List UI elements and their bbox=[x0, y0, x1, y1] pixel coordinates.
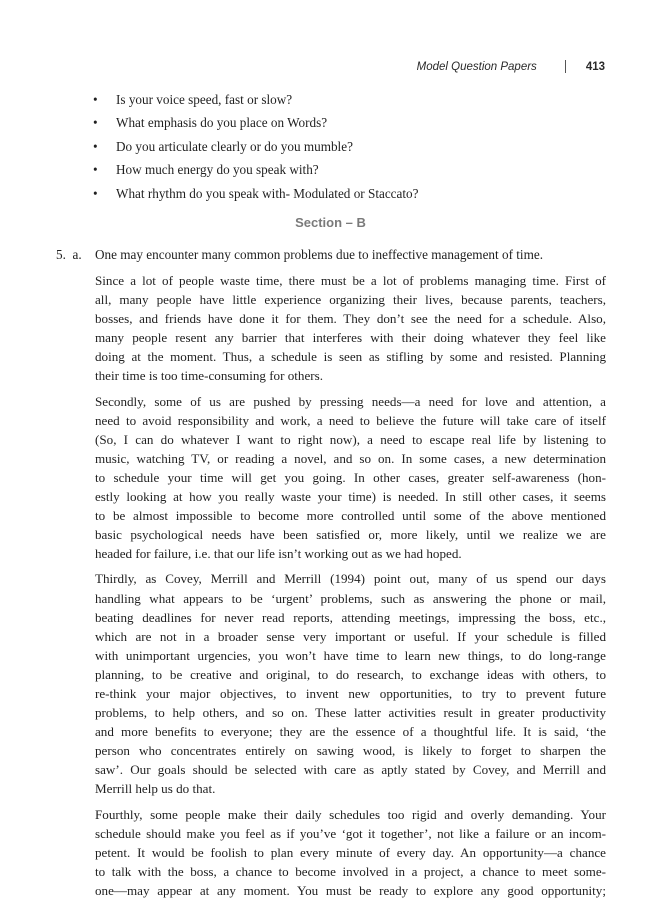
text-line: music, watching TV, or reading a novel, and so on. In some cases, a new determination bbox=[95, 450, 606, 466]
text-line: saw’. Our goals should be selected with care as aptly stated by Covey, and Merrill and bbox=[95, 762, 606, 778]
text-line: which are not in a broader sense very important or useful. If your schedule is filled bbox=[95, 628, 606, 644]
text-line: many people resent any barrier that interferes with their doing whatever they feel like bbox=[95, 330, 606, 346]
bullet-text: What emphasis do you place on Words? bbox=[116, 115, 328, 131]
bullet-icon: • bbox=[93, 162, 98, 178]
running-head-title: Model Question Papers bbox=[416, 60, 537, 73]
text-line: Since a lot of people waste time, there must be a lot of problems managing time. First of bbox=[95, 273, 606, 288]
text-line: their time is too time-consuming for others. bbox=[95, 368, 324, 384]
bullet-icon: • bbox=[93, 115, 98, 131]
list-item bbox=[91, 158, 611, 181]
text-line: one—may appear at any moment. You must be ready to explore any good opportunity; bbox=[95, 882, 606, 898]
question-number bbox=[56, 245, 82, 264]
text-line: re-think your major objectives, to invent new opportunities, to try to prevent future bbox=[95, 685, 606, 701]
text-line: to schedule your time will get you going. In other cases, greater self-awareness (hon- bbox=[95, 469, 606, 485]
text-line: and more benefits to everyone; they are the essence of a thoughtful life. It is said, ‘the bbox=[95, 724, 606, 740]
question-number-text: 5. bbox=[56, 247, 66, 262]
bullet-text: Is your voice speed, fast or slow? bbox=[116, 92, 293, 107]
paragraph-3 bbox=[95, 569, 606, 798]
text-line: to be almost impossible to become more controlled until some of the above mentioned bbox=[95, 508, 606, 524]
question-lead: One may encounter many common problems due to ineffective management of time. bbox=[95, 247, 543, 262]
running-head-separator bbox=[565, 60, 566, 73]
bullet-icon: • bbox=[93, 92, 98, 107]
page-number: 413 bbox=[585, 60, 605, 73]
text-line: Secondly, some of us are pushed by pressing needs—a need for love and attention, a bbox=[95, 393, 606, 409]
running-head bbox=[417, 60, 605, 73]
question-part: a. bbox=[72, 247, 82, 262]
text-line: person who concentrates entirely on sawing wood, is likely to forget to sharpen the bbox=[95, 743, 606, 759]
bullet-icon: • bbox=[93, 185, 98, 201]
text-line: headed for failure, i.e. that our life isn’t working out as we had hoped. bbox=[95, 546, 462, 562]
list-item bbox=[91, 182, 611, 205]
section-heading: Section – B bbox=[295, 215, 366, 230]
bullet-text: How much energy do you speak with? bbox=[116, 162, 319, 178]
paragraph-2 bbox=[95, 392, 606, 564]
text-line: planning, to be creative and original, to do research, to exchange ideas with others, to bbox=[95, 666, 606, 682]
list-item bbox=[91, 88, 611, 111]
text-line: doing at the moment. Thus, a schedule is seen as stifling by some and resisted. Planning bbox=[95, 349, 606, 365]
text-line: Thirdly, as Covey, Merrill and Merrill (1994) point out, many of us spend our days bbox=[95, 571, 606, 587]
text-line: with unimportant urgencies, you won’t have time to learn new things, to do long-range bbox=[95, 647, 606, 663]
paragraph-4 bbox=[95, 805, 606, 900]
bullet-text: Do you articulate clearly or do you mumble? bbox=[116, 138, 353, 154]
text-line: beating deadlines for never read reports, attending meetings, impressing the boss, etc., bbox=[95, 609, 606, 625]
text-line: all, many people have little experience organizing their lives, because parents, teachers, bbox=[95, 292, 606, 308]
text-line: Merrill help us do that. bbox=[95, 781, 216, 797]
text-line: need to avoid responsibility and work, a need to believe the future will take care of itself bbox=[95, 412, 606, 428]
paragraph-1 bbox=[95, 271, 606, 386]
text-line: estly looking at how you really waste your time) is needed. In still other cases, it seems bbox=[95, 489, 606, 505]
bullet-list bbox=[91, 88, 611, 205]
bullet-text: What rhythm do you speak with- Modulated or Staccato? bbox=[116, 185, 419, 201]
answer-body bbox=[95, 271, 606, 906]
list-item bbox=[91, 135, 611, 158]
text-line: bosses, and friends have done it for them. They don’t see the need for a schedule. Also, bbox=[95, 311, 606, 327]
text-line: to talk with the boss, a chance to become involved in a project, a chance to meet some- bbox=[95, 863, 606, 879]
list-item bbox=[91, 111, 611, 134]
text-line: handling what appears to be ‘urgent’ problems, such as answering the phone or mail, bbox=[95, 590, 606, 606]
text-line: petent. It would be foolish to plan every minute of every day. An opportunity—a chance bbox=[95, 844, 606, 860]
text-line: (So, I can do whatever I want to right now), a need to escape real life by listening to bbox=[95, 431, 606, 447]
bullet-icon: • bbox=[93, 138, 98, 154]
text-line: problems, to help others, and so on. These latter activities result in greater productivity bbox=[95, 705, 606, 721]
text-line: Fourthly, some people make their daily schedules too rigid and overly demanding. Your bbox=[95, 806, 606, 822]
text-line: basic psychological needs have been satisfied or, more likely, until we realize we are bbox=[95, 527, 606, 543]
text-line: schedule should make you feel as if you’ve ‘got it together’, not like a failure or an incom- bbox=[95, 825, 606, 841]
